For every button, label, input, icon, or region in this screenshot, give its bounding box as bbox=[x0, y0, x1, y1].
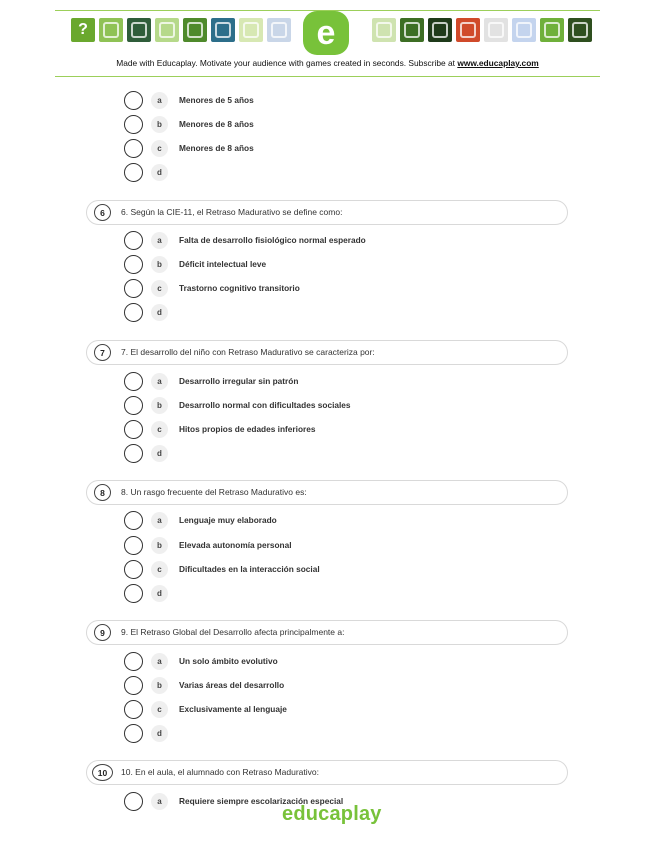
option-row[interactable] bbox=[124, 558, 320, 580]
question-text: 10. En el aula, el alumnado con Retraso Madurativo: bbox=[121, 767, 319, 777]
dialogue-icon[interactable] bbox=[155, 18, 179, 42]
radio-button[interactable] bbox=[124, 231, 143, 250]
frog-game-icon[interactable] bbox=[183, 18, 207, 42]
radio-button[interactable] bbox=[124, 163, 143, 182]
radio-button[interactable] bbox=[124, 91, 143, 110]
radio-button[interactable] bbox=[124, 139, 143, 158]
froggy-jumps-icon[interactable] bbox=[456, 18, 480, 42]
matching-game-icon[interactable] bbox=[99, 18, 123, 42]
option-text: Menores de 8 años bbox=[179, 143, 254, 153]
radio-button[interactable] bbox=[124, 279, 143, 298]
roulette-icon[interactable] bbox=[428, 18, 452, 42]
educaplay-link[interactable]: www.educaplay.com bbox=[457, 58, 539, 68]
game-types-left bbox=[71, 18, 291, 42]
question-text: 6. Según la CIE-11, el Retraso Madurativo se define como: bbox=[121, 207, 343, 217]
option-letter: a bbox=[151, 653, 168, 670]
option-row[interactable] bbox=[124, 722, 168, 744]
question-number: 8 bbox=[94, 484, 111, 501]
map-game-icon[interactable] bbox=[211, 18, 235, 42]
radio-button[interactable] bbox=[124, 536, 143, 555]
radio-button[interactable] bbox=[124, 420, 143, 439]
hangman-icon[interactable] bbox=[267, 18, 291, 42]
option-letter: d bbox=[151, 725, 168, 742]
option-text: Varias áreas del desarrollo bbox=[179, 680, 285, 690]
question-text: 8. Un rasgo frecuente del Retraso Madurativo es: bbox=[121, 487, 307, 497]
option-text: Dificultades en la interacción social bbox=[179, 564, 320, 574]
header-bottom-line bbox=[55, 76, 600, 77]
option-row[interactable] bbox=[124, 509, 277, 531]
option-row[interactable] bbox=[124, 442, 168, 464]
option-letter: b bbox=[151, 116, 168, 133]
radio-button[interactable] bbox=[124, 724, 143, 743]
question-number: 10 bbox=[92, 764, 113, 781]
radio-button[interactable] bbox=[124, 255, 143, 274]
option-letter: b bbox=[151, 397, 168, 414]
tagline-text: Made with Educaplay. Motivate your audience with games created in seconds. Subscribe at bbox=[116, 58, 458, 68]
option-letter: c bbox=[151, 280, 168, 297]
option-text: Requiere siempre escolarización especial bbox=[179, 796, 344, 806]
option-letter: a bbox=[151, 373, 168, 390]
option-text: Elevada autonomía personal bbox=[179, 540, 292, 550]
quiz-game-icon[interactable]: ? bbox=[71, 18, 95, 42]
tagline bbox=[0, 58, 655, 68]
true-false-icon[interactable] bbox=[372, 18, 396, 42]
option-row[interactable] bbox=[124, 161, 168, 183]
option-text: Un solo ámbito evolutivo bbox=[179, 656, 278, 666]
option-row[interactable] bbox=[124, 229, 366, 251]
option-letter: d bbox=[151, 304, 168, 321]
option-row[interactable] bbox=[124, 582, 168, 604]
option-row[interactable] bbox=[124, 89, 254, 111]
option-row[interactable] bbox=[124, 113, 254, 135]
option-row[interactable] bbox=[124, 674, 284, 696]
dictation-icon[interactable] bbox=[540, 18, 564, 42]
option-row[interactable] bbox=[124, 277, 300, 299]
option-letter: a bbox=[151, 92, 168, 109]
option-row[interactable] bbox=[124, 394, 351, 416]
option-letter: a bbox=[151, 232, 168, 249]
radio-button[interactable] bbox=[124, 115, 143, 134]
option-text: Hitos propios de edades inferiores bbox=[179, 424, 316, 434]
option-text: Trastorno cognitivo transitorio bbox=[179, 283, 300, 293]
option-row[interactable] bbox=[124, 301, 168, 323]
radio-button[interactable] bbox=[124, 652, 143, 671]
option-letter: b bbox=[151, 677, 168, 694]
option-row[interactable] bbox=[124, 418, 315, 440]
option-text: Exclusivamente al lenguaje bbox=[179, 704, 287, 714]
radio-button[interactable] bbox=[124, 584, 143, 603]
question-number: 6 bbox=[94, 204, 111, 221]
radio-button[interactable] bbox=[124, 511, 143, 530]
option-text: Déficit intelectual leve bbox=[179, 259, 267, 269]
option-row[interactable] bbox=[124, 137, 254, 159]
option-row[interactable] bbox=[124, 370, 298, 392]
word-search-icon[interactable] bbox=[239, 18, 263, 42]
sort-game-icon[interactable] bbox=[400, 18, 424, 42]
question-10-bar bbox=[86, 760, 568, 785]
option-text: Desarrollo irregular sin patrón bbox=[179, 376, 299, 386]
option-letter: d bbox=[151, 445, 168, 462]
option-letter: a bbox=[151, 512, 168, 529]
option-text: Falta de desarrollo fisiológico normal esperado bbox=[179, 235, 366, 245]
option-letter: c bbox=[151, 421, 168, 438]
question-8-bar bbox=[86, 480, 568, 505]
option-letter: d bbox=[151, 164, 168, 181]
radio-button[interactable] bbox=[124, 676, 143, 695]
question-9-bar bbox=[86, 620, 568, 645]
game-types-right bbox=[372, 18, 592, 42]
question-number: 7 bbox=[94, 344, 111, 361]
educaplay-logo-icon[interactable]: e bbox=[303, 11, 349, 55]
radio-button[interactable] bbox=[124, 444, 143, 463]
question-text: 7. El desarrollo del niño con Retraso Madurativo se caracteriza por: bbox=[121, 347, 375, 357]
educaplay-footer-logo[interactable]: educaplay bbox=[282, 803, 382, 825]
question-text: 9. El Retraso Global del Desarrollo afecta principalmente a: bbox=[121, 627, 345, 637]
question-number: 9 bbox=[94, 624, 111, 641]
question-7-bar bbox=[86, 340, 568, 365]
option-text: Menores de 8 años bbox=[179, 119, 254, 129]
radio-button[interactable] bbox=[124, 303, 143, 322]
radio-button[interactable] bbox=[124, 792, 143, 811]
option-text: Desarrollo normal con dificultades sociales bbox=[179, 400, 351, 410]
option-letter: c bbox=[151, 701, 168, 718]
option-letter: b bbox=[151, 256, 168, 273]
option-letter: c bbox=[151, 140, 168, 157]
option-letter: b bbox=[151, 537, 168, 554]
option-row[interactable] bbox=[124, 534, 292, 556]
radio-button[interactable] bbox=[124, 396, 143, 415]
option-text: Menores de 5 años bbox=[179, 95, 254, 105]
video-quiz-icon[interactable] bbox=[568, 18, 592, 42]
option-row[interactable] bbox=[124, 253, 266, 275]
option-text: Lenguaje muy elaborado bbox=[179, 515, 277, 525]
radio-button[interactable] bbox=[124, 372, 143, 391]
option-letter: d bbox=[151, 585, 168, 602]
question-6-bar bbox=[86, 200, 568, 225]
option-row[interactable] bbox=[124, 698, 287, 720]
option-letter: c bbox=[151, 561, 168, 578]
crossword-icon[interactable] bbox=[127, 18, 151, 42]
option-letter: a bbox=[151, 793, 168, 810]
option-row[interactable] bbox=[124, 650, 278, 672]
checklist-icon[interactable] bbox=[512, 18, 536, 42]
radio-button[interactable] bbox=[124, 700, 143, 719]
puzzle-icon[interactable] bbox=[484, 18, 508, 42]
radio-button[interactable] bbox=[124, 560, 143, 579]
